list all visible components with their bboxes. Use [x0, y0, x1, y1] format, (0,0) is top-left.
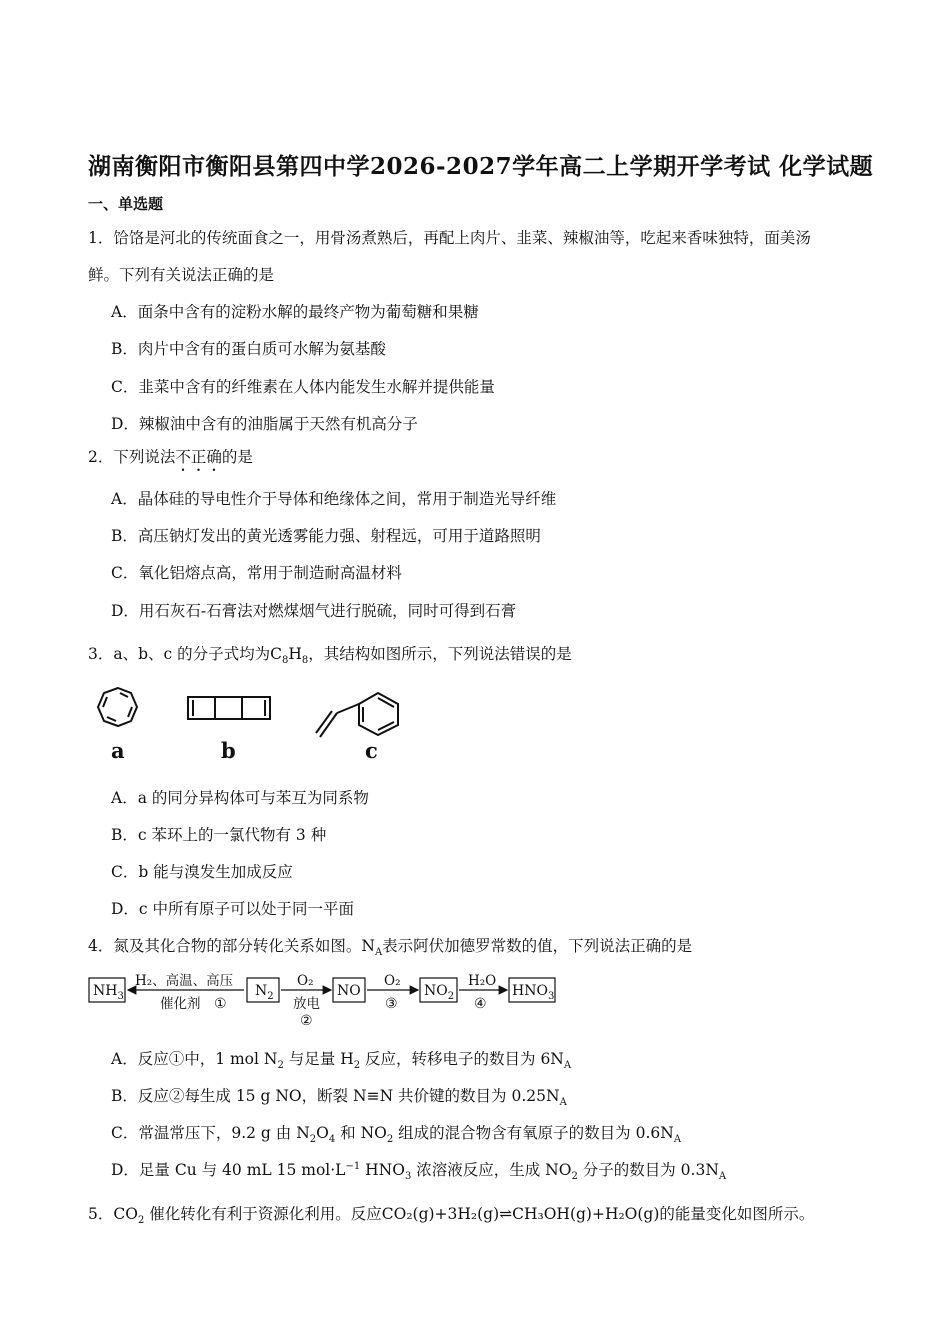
structure-c — [316, 693, 398, 737]
q2-option-d: D．用石灰石-石膏法对燃煤烟气进行脱硫，同时可得到石膏 — [111, 602, 517, 620]
q3-formula-h-sub: 8 — [301, 655, 309, 667]
q4-option-a: A．反应①中，1 mol $N_2$ 与足量 $H_2$ 反应，转移电子的数目为 $6N_A$ — [111, 1050, 572, 1072]
structure-label-a: a — [111, 738, 125, 763]
q3-formula-c-sub: 8 — [282, 655, 289, 667]
q3-formula-c: C — [270, 645, 283, 663]
structure-a — [98, 688, 137, 726]
q1-option-d: D．辣椒油中含有的油脂属于天然有机高分子 — [111, 415, 418, 433]
step1-number: ① — [214, 996, 227, 1012]
q1-option-b: B．肉片中含有的蛋白质可水解为氨基酸 — [111, 340, 386, 358]
step2-conditions-top: O₂ — [297, 973, 314, 989]
q4-nitrogen-diagram — [86, 968, 566, 1030]
q2-stem-prefix: 2．下列说法 — [88, 448, 176, 466]
structure-label-b: b — [221, 738, 236, 763]
q3-stem — [88, 642, 572, 666]
q1-stem-line2: 鲜。下列有关说法正确的是 — [88, 266, 275, 284]
no-label: NO — [337, 983, 361, 999]
q2-option-a: A．晶体硅的导电性介于导体和绝缘体之间，常用于制造光导纤维 — [111, 490, 557, 508]
q3-option-a: A．a 的同分异构体可与苯互为同系物 — [111, 789, 369, 807]
q5-equation: CO₂(g)+3H₂(g)⇌CH₃OH(g)+H₂O(g) — [381, 1205, 660, 1223]
structure-b — [188, 697, 270, 719]
section-heading: 一、单选题 — [88, 195, 164, 213]
q4-option-b: B．反应②每生成 15 g NO，断裂 N≡N 共价键的数目为 $0.25N_A$ — [111, 1087, 567, 1109]
q2-option-c: C．氧化铝熔点高，常用于制造耐高温材料 — [111, 564, 402, 582]
q1-option-a: A．面条中含有的淀粉水解的最终产物为葡萄糖和果糖 — [111, 303, 479, 321]
q3-option-b: B．c 苯环上的一氯代物有 3 种 — [111, 826, 327, 844]
no2-label: $NO_2$ — [424, 983, 455, 1002]
q4-stem-prefix: 4．氮及其化合物的部分转化关系如图。 — [88, 937, 362, 955]
step1-conditions-top: H₂、高温、高压 — [135, 973, 234, 989]
q1-option-c: C．韭菜中含有的纤维素在人体内能发生水解并提供能量 — [111, 378, 495, 396]
q3-structures-figure — [80, 680, 420, 770]
page-title: 湖南衡阳市衡阳县第四中学2026-2027学年高二上学期开学考试 化学试题 — [88, 153, 874, 180]
q4-na: N — [361, 937, 375, 955]
q5-stem: 5．$CO_2$ 催化转化有利于资源化利用。反应CO₂(g)+3H₂(g)⇌CH₃OH(g)+H₂O(g)的能量变化如图所示。 — [88, 1205, 815, 1227]
q4-option-c: C．常温常压下，9.2 g 由 $N_2O_4$ 和 $NO_2$ 组成的混合物含有氧原子的数目为 $0.6N_A$ — [111, 1124, 682, 1146]
n2-label: $N_2$ — [255, 983, 274, 1002]
step4-number: ④ — [474, 996, 487, 1012]
nh3-label: $NH_3$ — [93, 983, 124, 1002]
q2-stem — [88, 445, 253, 475]
q3-formula-h: H — [288, 645, 302, 663]
step2-number: ② — [300, 1013, 313, 1029]
q4-option-d: D．足量 Cu 与 40 mL 15 $mol\cdot L^{-1}$ $HNO_3$ 浓溶液反应，生成 $NO_2$ 分子的数目为 $0.3N_A$ — [111, 1160, 727, 1183]
q2-stem-emphasis: 不正确 — [175, 448, 222, 466]
q2-option-b: B．高压钠灯发出的黄光透雾能力强、射程远，可用于道路照明 — [111, 527, 541, 545]
q4-na-sub: A — [374, 947, 383, 959]
q3-stem-prefix: 3．a、b、c 的分子式均为 — [88, 645, 271, 663]
q4-stem — [88, 934, 692, 958]
q1-stem-line1: 1．饸饹是河北的传统面食之一，用骨汤煮熟后，再配上肉片、韭菜、辣椒油等，吃起来香味独特，面美汤 — [88, 229, 811, 247]
step1-conditions-bottom: 催化剂 — [160, 996, 201, 1012]
q3-option-c: C．b 能与溴发生加成反应 — [111, 863, 293, 881]
step2-conditions-bottom: 放电 — [293, 996, 320, 1012]
step3-number: ③ — [385, 996, 398, 1012]
step4-conditions-top: H₂O — [468, 973, 497, 989]
step3-conditions-top: O₂ — [384, 973, 401, 989]
q3-option-d: D．c 中所有原子可以处于同一平面 — [111, 900, 355, 918]
q4-stem-suffix: 表示阿伏加德罗常数的值，下列说法正确的是 — [382, 937, 693, 955]
q3-stem-suffix: ，其结构如图所示，下列说法错误的是 — [308, 645, 572, 663]
structure-label-c: c — [365, 738, 378, 763]
q2-stem-suffix: 的是 — [221, 448, 253, 466]
hno3-label: $HNO_3$ — [512, 983, 555, 1002]
